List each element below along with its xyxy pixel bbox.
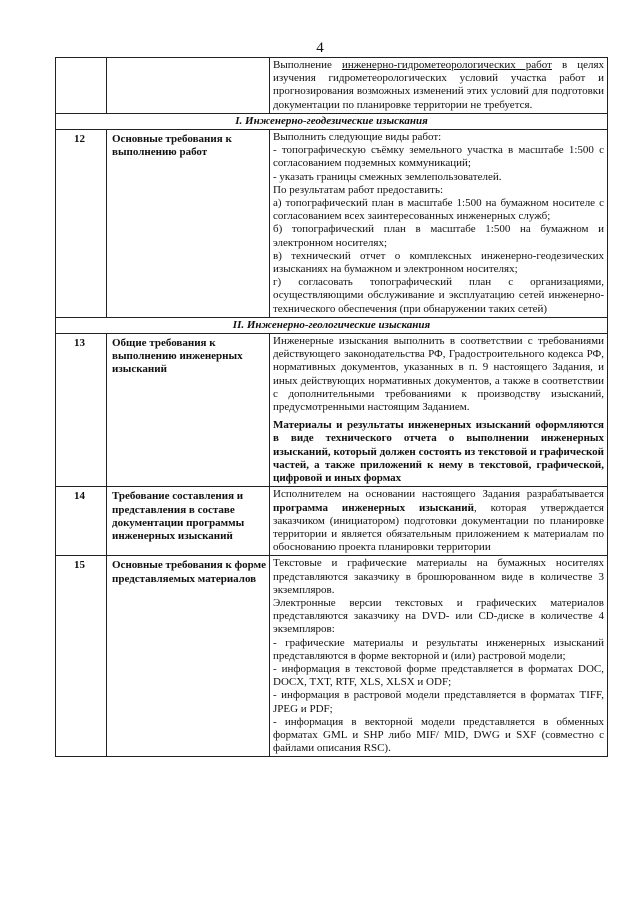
row-content-cell: [270, 334, 608, 487]
content-line: Выполнить следующие виды работ:: [273, 131, 442, 144]
table-row: [56, 130, 608, 318]
content-paragraph-bold: Материалы и результаты инженерных изысканий оформляются в виде технического отчета о выполнении инженерных изысканий, который должен состоять из текстовой и графической частей, а также приложений к нему в текстовой, графической, цифровой и иных формах: [273, 419, 604, 485]
section-header-row: [56, 317, 608, 333]
row-title: Основные требования к форме представляемых материалов: [107, 556, 270, 757]
content-line: - информация в векторной модели представляется в обменных форматах GML и SHP либо MIF/ MID, DWG и SXF (совместно с файлами описания RSC).: [273, 715, 604, 755]
section-header-row: [56, 113, 608, 129]
row-number: 14: [56, 487, 107, 556]
row-title: Общие требования к выполнению инженерных изысканий: [107, 334, 270, 487]
row-content-cell: [270, 556, 608, 757]
content-line: г) согласовать топографический план с организациями, осуществляющими обслуживание и эксплуатацию сетей инженерно-технического обеспечения (при обнаружении таких сетей): [273, 276, 604, 315]
section-geodetic-title: I. Инженерно-геодезические изыскания: [56, 113, 608, 129]
table-row: [56, 58, 608, 114]
row-title: Требование составления и представления в составе документации программы инженерных изысканий: [107, 487, 270, 556]
content-line: - информация в растровой модели представляется в форматах TIFF, JPEG и PDF;: [273, 689, 604, 715]
table-row: [56, 487, 608, 556]
content-line: - графические материалы и результаты инженерных изысканий представляются в форме векторной и (или) растровой модели;: [273, 636, 604, 662]
row-content-cell: Выполнение инженерно-гидрометеорологических работ в целях изучения гидрометеорологических условий участка работ и прогнозирования возможных изменений этих условий для подготовки документации по планировке территории не требуется.: [270, 58, 608, 114]
hydromet-works-text: инженерно-гидрометеорологических работ: [341, 59, 552, 71]
row-number-cell: [56, 58, 107, 114]
row-content-cell: [270, 130, 608, 318]
page-number: 4: [316, 40, 324, 56]
row-title-cell: [107, 58, 270, 114]
row-number: 15: [56, 556, 107, 757]
content-line: - информация в текстовой форме представляется в форматах DOC, DOCX, TXT, RTF, XLS, XLSX и ODF;: [273, 662, 604, 689]
content-line: - указать границы смежных землепользователей.: [273, 170, 502, 183]
content-line: б) топографический план в масштабе 1:500 на бумажном и электронном носителях;: [273, 223, 604, 249]
row-number: 12: [56, 130, 107, 318]
content-paragraph: Инженерные изыскания выполнить в соответствии с требованиями действующего законодательства РФ, Градостроительного кодекса РФ, нормативных документов, указанных в п. 9 настоящего Задания, и иных действующих нормативных документов, а также в соответствии с дополнительными требованиями к производству изысканий, предусмотренными настоящим Заданием.: [273, 335, 604, 414]
row-number: 13: [56, 334, 107, 487]
content-paragraph: Текстовые и графические материалы на бумажных носителях представляются заказчику в брошюрованном виде в количестве 3 экземпляров.: [273, 557, 604, 596]
content-line: а) топографический план в масштабе 1:500 на бумажном носителе с согласованием всех заинтересованных инженерных служб;: [273, 197, 604, 223]
table-row: [56, 556, 608, 757]
content-paragraph: Электронные версии текстовых и графических материалов представляются заказчику на DVD- или CD-диске в количестве 4 экземпляров:: [273, 596, 604, 636]
section-geological-title: II. Инженерно-геологические изыскания: [56, 317, 608, 333]
program-term: программа инженерных изысканий: [273, 501, 474, 514]
content-line: в) технический отчет о комплексных инженерно-геодезических изысканиях на бумажном и электронном носителях;: [273, 249, 604, 276]
content-line: По результатам работ предоставить:: [273, 183, 444, 196]
row-content-cell: Исполнителем на основании настоящего Задания разрабатывается программа инженерных изысканий, которая утверждается заказчиком (инициатором) подготовки документации по планировке территории и является обязательным приложением к материалам по обоснованию проекта планировки территории: [270, 487, 608, 556]
table-row: [56, 334, 608, 487]
requirements-table: [55, 57, 608, 757]
row-title: Основные требования к выполнению работ: [107, 130, 270, 318]
content-line: - топографическую съёмку земельного участка в масштабе 1:500 с согласованием подземных коммуникаций;: [273, 144, 604, 170]
